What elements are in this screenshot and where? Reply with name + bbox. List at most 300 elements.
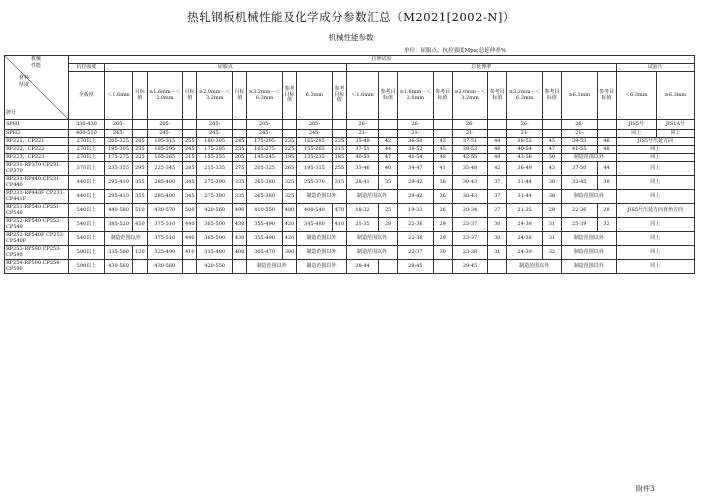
value-cell: 175-285 (197, 146, 233, 154)
value-cell: 180-305 (197, 138, 233, 146)
grade-cell: RP221，CP221 (5, 138, 69, 146)
table-row (5, 154, 695, 162)
test-piece-cell: JIS5号压延方向直角方向 (616, 204, 694, 218)
value-cell (379, 260, 398, 274)
value-cell: 29-45 (452, 260, 488, 274)
value-cell: 365-500 (197, 232, 233, 246)
value-cell: 29-42 (398, 176, 434, 190)
value-cell: 29 (433, 232, 452, 246)
table-body (5, 120, 695, 274)
corner-property-label: 性能 (31, 63, 42, 69)
grade-cell: RP222，CP222 (5, 146, 69, 154)
tp-thickness-1: ＜6.3mm (616, 72, 656, 120)
yp-thickness-4: ≥3.2mm－＜6.3mm (247, 72, 283, 120)
el-thickness-5: ≥6.3mm (561, 72, 597, 120)
el-thickness-1: ＜1.6mm (347, 72, 379, 120)
value-cell (282, 130, 296, 138)
grade-cell: RP252-RP540 CP252-CP540 (5, 218, 69, 232)
value-cell: 26- (398, 120, 434, 130)
tensile-strength-header: 抗拉强度 (69, 64, 105, 72)
value-cell: 215-335 (197, 162, 233, 176)
value-cell: 23-37 (452, 232, 488, 246)
table-row (5, 260, 695, 274)
value-cell: 205- (104, 120, 133, 130)
value-cell: 制造范围以外 (561, 154, 616, 162)
value-cell: 510 (133, 204, 147, 218)
value-cell: 23-37 (452, 218, 488, 232)
value-cell: 270以上 (69, 138, 105, 146)
value-cell (379, 120, 398, 130)
el-target-2: 参考目标值 (433, 72, 452, 120)
value-cell: 375-510 (147, 218, 183, 232)
grade-cell: RP254-RP590 CP254-CP590 (5, 260, 69, 274)
value-cell: 235 (233, 146, 247, 154)
value-cell: 255 (133, 146, 147, 154)
value-cell: 245 (183, 146, 197, 154)
value-cell: 195-315 (297, 162, 333, 176)
value-cell: 365-500 (197, 218, 233, 232)
value-cell: 37-51 (347, 146, 379, 154)
value-cell: 42 (379, 138, 398, 146)
test-piece-cell: 同上 (616, 260, 694, 274)
value-cell: 37 (488, 176, 507, 190)
value-cell: 30 (488, 218, 507, 232)
value-cell: 43-56 (507, 154, 543, 162)
value-cell: 制造范围以外 (561, 190, 616, 204)
value-cell: 32 (597, 218, 616, 232)
value-cell: 430-560 (104, 260, 133, 274)
value-cell: 440-580 (104, 204, 133, 218)
value-cell: 36-49 (507, 162, 543, 176)
value-cell: 制造范围以外 (247, 260, 297, 274)
value-cell: 195-315 (147, 138, 183, 146)
value-cell: 205-325 (247, 162, 283, 176)
value-cell: 345 (183, 190, 197, 204)
value-cell: 205- (147, 120, 183, 130)
yp-target-5: 参考目标值 (332, 72, 346, 120)
value-cell: 31 (542, 218, 561, 232)
table-row (5, 190, 695, 204)
value-cell: 265-380 (247, 190, 283, 204)
value-cell: 29-45 (398, 260, 434, 274)
test-piece-cell: 同上 (616, 218, 694, 232)
value-cell: 235 (282, 138, 296, 146)
table-row (5, 246, 695, 260)
value-cell: 45 (542, 138, 561, 146)
value-cell (332, 130, 346, 138)
table-row (5, 130, 695, 138)
value-cell: 205- (247, 120, 283, 130)
value-cell: 18-32 (347, 204, 379, 218)
value-cell: 28-41 (347, 176, 379, 190)
value-cell: 325 (282, 190, 296, 204)
value-cell: 29 (597, 204, 616, 218)
value-cell (597, 120, 616, 130)
value-cell: 制造范围以外 (297, 260, 347, 274)
value-cell: 295-410 (104, 176, 133, 190)
value-cell: 330-430 (69, 120, 105, 130)
elongation-header: 总延伸率 (347, 64, 617, 72)
table-row (5, 204, 695, 218)
value-cell: 185-295 (147, 146, 183, 154)
value-cell: 265 (282, 162, 296, 176)
value-cell: 38 (542, 176, 561, 190)
value-cell (488, 120, 507, 130)
document-subtitle: 机械性能参数 (328, 33, 374, 42)
value-cell: 175-295 (247, 138, 283, 146)
value-cell: 285 (183, 162, 197, 176)
value-cell: 21-35 (507, 204, 543, 218)
value-cell: 21- (347, 130, 379, 138)
value-cell: 245- (297, 130, 333, 138)
value-cell: 185 (332, 154, 346, 162)
value-cell: 21- (452, 130, 488, 138)
value-cell: 制造范围以外 (104, 232, 147, 246)
value-cell: 205- (197, 120, 233, 130)
value-cell: 46 (597, 138, 616, 146)
value-cell: 31-44 (507, 176, 543, 190)
value-cell: 26- (507, 120, 543, 130)
el-thickness-2: ≥1.6mm－＜2.0mm (398, 72, 434, 120)
value-cell: 270以上 (69, 146, 105, 154)
value-cell: 335 (233, 176, 247, 190)
value-cell: 590以上 (69, 246, 105, 260)
value-cell (233, 260, 247, 274)
value-cell (282, 120, 296, 130)
value-cell: 43 (542, 162, 561, 176)
document-title: 热轧钢板机械性能及化学成分参数汇总（M2021[2002-N]） (187, 10, 515, 24)
value-cell (183, 260, 197, 274)
value-cell: 265-380 (247, 176, 283, 190)
test-piece-header: 试验片 (616, 64, 694, 72)
el-target-3: 参考目标值 (488, 72, 507, 120)
value-cell: 36 (433, 176, 452, 190)
test-piece-cell: 同上 (656, 130, 694, 138)
yp-thickness-5: 6.3mm (297, 72, 333, 120)
value-cell: 30 (488, 232, 507, 246)
value-cell: 44 (488, 138, 507, 146)
table-row (5, 162, 695, 176)
value-cell (133, 120, 147, 130)
value-cell: 270以上 (69, 154, 105, 162)
value-cell: 195 (282, 154, 296, 162)
value-cell: 44 (597, 162, 616, 176)
grade-cell: RP231-RP440 CP231-CP440 (5, 176, 69, 190)
corner-grade-label: 牌号 (6, 110, 17, 116)
value-cell (433, 130, 452, 138)
value-cell: 29-42 (398, 190, 434, 204)
value-cell: 22-36 (561, 204, 597, 218)
corner-top-label: 机械 (31, 56, 42, 62)
value-cell: 39-53 (561, 138, 597, 146)
value-cell: 420-550 (197, 260, 233, 274)
value-cell: 440以上 (69, 176, 105, 190)
value-cell: 450 (133, 218, 147, 232)
value-cell: 21- (561, 130, 597, 138)
value-cell: 30 (433, 246, 452, 260)
value-cell: 制造范围以外 (507, 260, 562, 274)
value-cell: 40-53 (347, 154, 379, 162)
grade-cell: RP251-RP540 CP251-CP540 (5, 204, 69, 218)
value-cell: 355 (133, 190, 147, 204)
value-cell: 430-560 (147, 260, 183, 274)
value-cell: 20-34 (452, 204, 488, 218)
grade-cell: RP231-RP440F CP231-CP441F (5, 190, 69, 204)
el-target-5: 参考目标值 (597, 72, 616, 120)
value-cell: 275-390 (197, 176, 233, 190)
table-row (5, 218, 695, 232)
yp-thickness-3: ≥2.0mm－＜3.2mm (197, 72, 233, 120)
test-piece-cell: 同上 (616, 146, 694, 154)
attachment-label: 附件3 (636, 485, 655, 493)
test-piece-cell: 同上 (616, 162, 694, 176)
value-cell: 410-550 (247, 204, 283, 218)
value-cell: 制造范围以外 (561, 260, 616, 274)
value-cell: 制造范围以外 (347, 190, 398, 204)
value-cell: 28 (379, 218, 398, 232)
value-cell: 225 (282, 146, 296, 154)
value-cell: 225 (133, 154, 147, 162)
value-cell (433, 120, 452, 130)
grade-cell: RP253-RP590 CP253-CP590 (5, 246, 69, 260)
value-cell: 制造范围以外 (561, 246, 616, 260)
yp-target-3: 目标值 (233, 72, 247, 120)
value-cell: 42-55 (452, 154, 488, 162)
test-piece-cell: 同上 (616, 232, 694, 246)
value-cell: 35-48 (452, 162, 488, 176)
value-cell: 35 (379, 176, 398, 190)
value-cell: 44 (379, 146, 398, 154)
test-piece-cell: 同上 (616, 246, 694, 260)
corner-material-label: 材料 (19, 75, 30, 81)
value-cell: 225 (332, 138, 346, 146)
value-cell (233, 120, 247, 130)
value-cell: 420-560 (197, 204, 233, 218)
value-cell: 31-44 (507, 190, 543, 204)
value-cell: 255-370 (297, 176, 333, 190)
value-cell: 制造范围以外 (297, 246, 347, 260)
value-cell: 440以上 (69, 190, 105, 204)
value-cell: 37 (488, 190, 507, 204)
unit-note: 单位：屈服点，抗拉强度Mpa;总延伸率% (404, 48, 507, 54)
grade-cell: RP223，CP223 (5, 154, 69, 162)
value-cell: 295 (133, 162, 147, 176)
value-cell (332, 120, 346, 130)
value-cell: 430-570 (147, 204, 183, 218)
value-cell (183, 130, 197, 138)
value-cell (542, 120, 561, 130)
value-cell: 22-37 (398, 246, 434, 260)
value-cell: 420 (282, 232, 296, 246)
value-cell: 28-44 (347, 260, 379, 274)
value-cell: 335 (233, 190, 247, 204)
value-cell: 32-45 (561, 176, 597, 190)
value-cell: 440 (183, 232, 197, 246)
value-cell: 48 (433, 154, 452, 162)
value-cell: 30-43 (452, 190, 488, 204)
value-cell: 31 (488, 246, 507, 260)
value-cell: 43 (433, 138, 452, 146)
value-cell: 205-325 (104, 138, 133, 146)
value-cell (233, 130, 247, 138)
value-cell (542, 130, 561, 138)
value-cell: 27 (488, 204, 507, 218)
value-cell: 355 (133, 176, 147, 190)
value-cell: 285-400 (147, 190, 183, 204)
value-cell: 39-53 (452, 146, 488, 154)
value-cell: 24-38 (507, 232, 543, 246)
value-cell: 370以上 (69, 162, 105, 176)
value-cell: 195-305 (104, 146, 133, 154)
value-cell: 28 (542, 204, 561, 218)
table-row (5, 146, 695, 154)
value-cell: 490 (233, 204, 247, 218)
el-target-4: 参考目标值 (542, 72, 561, 120)
test-piece-cell: 同上 (616, 154, 694, 162)
value-cell: 540以上 (69, 204, 105, 218)
grade-cell: SPH2 (5, 130, 69, 138)
value-cell: 38 (542, 190, 561, 204)
yp-target-4: 参考目标值 (282, 72, 296, 120)
value-cell: 245- (247, 130, 283, 138)
value-cell: 470 (332, 204, 346, 218)
value-cell: 255 (183, 138, 197, 146)
value-cell: 205- (297, 120, 333, 130)
value-cell: 45 (433, 146, 452, 154)
value-cell (488, 130, 507, 138)
value-cell: 32 (542, 246, 561, 260)
value-cell: 47 (542, 146, 561, 154)
value-cell: 38-52 (507, 138, 543, 146)
value-cell: 制造范围以外 (561, 232, 616, 246)
value-cell: 295-410 (104, 190, 133, 204)
value-cell: 315-480 (197, 246, 233, 260)
value-cell: 36 (433, 190, 452, 204)
value-cell: 48 (597, 146, 616, 154)
value-cell: 19-33 (398, 204, 434, 218)
value-cell: 23-38 (452, 246, 488, 260)
value-cell: 305-470 (247, 246, 283, 260)
mechanical-properties-table (4, 55, 695, 274)
value-cell (133, 130, 147, 138)
value-cell: 40-54 (507, 146, 543, 154)
grade-cell: SPH1 (5, 120, 69, 130)
value-cell: 49 (488, 154, 507, 162)
value-cell: 22-36 (398, 232, 434, 246)
value-cell: 38-52 (398, 146, 434, 154)
value-cell: 245- (197, 130, 233, 138)
test-piece-cell: JIS1A号 (656, 120, 694, 130)
value-cell: 390 (282, 246, 296, 260)
value-cell: 400 (233, 246, 247, 260)
value-cell: 275 (233, 162, 247, 176)
value-cell: 40 (379, 162, 398, 176)
test-piece-cell: JIS5号 (616, 120, 656, 130)
value-cell (379, 130, 398, 138)
yp-thickness-1: ＜1.6mm (104, 72, 133, 120)
value-cell: 31 (542, 232, 561, 246)
value-cell: 39 (597, 176, 616, 190)
value-cell: 42 (488, 162, 507, 176)
value-cell: 540以上 (69, 218, 105, 232)
value-cell: 480 (282, 204, 296, 218)
el-thickness-4: ≥3.2mm－＜6.3mm (507, 72, 543, 120)
value-cell: 135-235 (297, 154, 333, 162)
value-cell: 46 (488, 146, 507, 154)
yield-point-header: 屈服点 (104, 64, 346, 72)
value-cell: 420 (282, 218, 296, 232)
value-cell (597, 130, 616, 138)
value-cell: 410 (332, 218, 346, 232)
corner-header (5, 56, 69, 120)
value-cell (488, 260, 507, 274)
value-cell: 255 (332, 162, 346, 176)
value-cell: 430 (233, 218, 247, 232)
tp-thickness-2: ≥6.3mm (656, 72, 694, 120)
table-row (5, 138, 695, 146)
value-cell: 155-255 (197, 154, 233, 162)
value-cell (433, 260, 452, 274)
value-cell: 245 (233, 138, 247, 146)
value-cell: 355-490 (247, 218, 283, 232)
value-cell: 26- (561, 120, 597, 130)
value-cell: 215 (183, 154, 197, 162)
value-cell: 26 (433, 204, 452, 218)
value-cell: 21- (507, 130, 543, 138)
value-cell: 540以上 (69, 232, 105, 246)
value-cell: 21- (398, 130, 434, 138)
value-cell: 制造范围以外 (347, 246, 398, 260)
value-cell: 225-345 (147, 162, 183, 176)
value-cell: 24-39 (507, 246, 543, 260)
value-cell: 165-265 (147, 154, 183, 162)
value-cell: 制造范围以外 (297, 232, 347, 246)
value-cell: 41-54 (398, 154, 434, 162)
value-cell: 24-38 (507, 218, 543, 232)
value-cell: 47 (379, 154, 398, 162)
value-cell: 25-39 (561, 218, 597, 232)
value-cell: 205 (233, 154, 247, 162)
value-cell: 36-50 (398, 138, 434, 146)
el-thickness-3: ≥2.0mm－＜3.2mm (452, 72, 488, 120)
yp-thickness-2: ≥1.6mm－＜2.0mm (147, 72, 183, 120)
value-cell: 29 (433, 218, 452, 232)
value-cell: 590以上 (69, 260, 105, 274)
value-cell: 355-490 (247, 232, 283, 246)
value-cell: 37-50 (561, 162, 597, 176)
yp-target-1: 目标值 (133, 72, 147, 120)
value-cell: 345 (183, 176, 197, 190)
value-cell: 165-285 (297, 138, 333, 146)
value-cell: 275-390 (197, 190, 233, 204)
value-cell (183, 120, 197, 130)
value-cell: 25 (379, 204, 398, 218)
value-cell: 34-47 (398, 162, 434, 176)
value-cell: 215 (332, 146, 346, 154)
value-cell: 制造范围以外 (347, 232, 398, 246)
value-cell: 400-510 (69, 130, 105, 138)
value-cell: 33-46 (347, 162, 379, 176)
value-cell: 37-51 (452, 138, 488, 146)
test-piece-cell: 同上 (616, 130, 656, 138)
value-cell: 235-355 (104, 162, 133, 176)
value-cell: 制造范围以外 (297, 190, 347, 204)
value-cell: 315 (332, 176, 346, 190)
value-cell: 385-520 (104, 218, 133, 232)
value-cell: 265 (133, 138, 147, 146)
table-row (5, 176, 695, 190)
tensile-test-header: 拉伸试验 (69, 56, 695, 64)
